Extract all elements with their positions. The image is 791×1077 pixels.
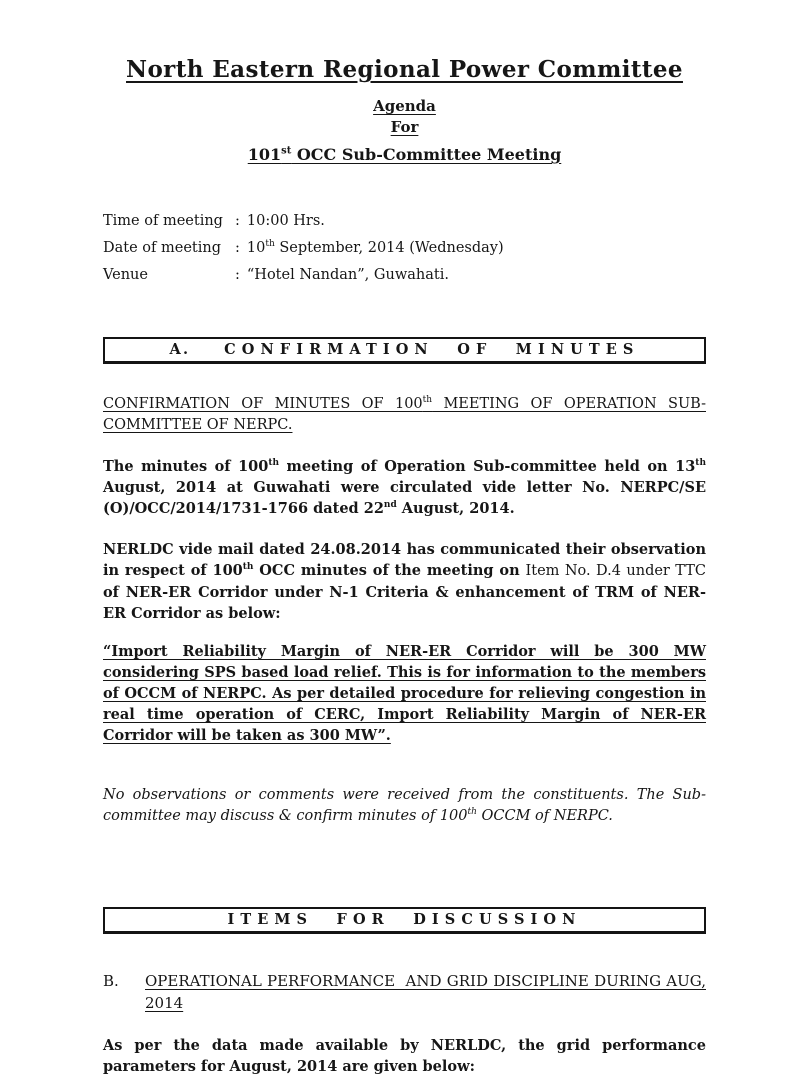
meeting-info-row-venue [103, 262, 706, 289]
meeting-info-row-time [103, 208, 706, 235]
item-b-heading-text: OPERATIONAL PERFORMANCE AND GRID DISCIPLINE DURING AUG, 2014 [145, 972, 706, 1012]
para-minutes-circulated: The minutes of 100th meeting of Operation Sub-committee held on 13th August, 2014 at Guwahati were circulated vide letter No. NERPC/SE (O)/OCC/2014/1731-1766 dated 22nd August, 2014. [103, 458, 706, 517]
meeting-venue-colon: : [235, 267, 240, 283]
agenda-heading: Agenda [373, 97, 436, 115]
meeting-date-colon: : [235, 240, 240, 256]
section-a-subject-heading: CONFIRMATION OF MINUTES OF 100th MEETING OF OPERATION SUB-COMMITTEE OF NERPC. [103, 395, 706, 433]
item-b-heading [103, 970, 706, 1014]
para-grid-performance-intro: As per the data made available by NERLDC, the grid performance parameters for August, 2014 are given below: [103, 1037, 706, 1075]
meeting-venue-value: “Hotel Nandan”, Guwahati. [246, 267, 449, 283]
para-import-reliability-quote: “Import Reliability Margin of NER-ER Corridor will be 300 MW considering SPS based load relief. This is for information to the members of OCCM of NERPC. As per detailed procedure for relieving congestion in real time operation of CERC, Import Reliability Margin of NER-ER Corridor will be taken as 300 MW”. [103, 643, 706, 744]
meeting-number-title: 101st OCC Sub-Committee Meeting [247, 145, 562, 164]
meeting-time-colon: : [235, 213, 240, 229]
page-title: North Eastern Regional Power Committee [126, 56, 683, 83]
meeting-info [103, 208, 706, 289]
section-a-box-title: CONFIRMATION OF MINUTES [224, 341, 640, 358]
item-b-label: B. [103, 972, 119, 990]
items-for-discussion-title: ITEMS FOR DISCUSSION [227, 911, 582, 928]
for-heading: For [390, 118, 419, 136]
section-a-label: A. [169, 341, 191, 358]
meeting-time-label: Time of meeting [103, 213, 223, 229]
meeting-venue-label: Venue [103, 267, 148, 283]
items-for-discussion-header-box [103, 907, 706, 934]
para-nerldc-observation: NERLDC vide mail dated 24.08.2014 has communicated their observation in respect of 100th OCC minutes of the meeting on Item No. D.4 under TTC of NER-ER Corridor under N-1 Criteria & enhancement of TRM of NER-ER Corridor as below: [103, 541, 707, 622]
para-no-observations: No observations or comments were received from the constituents. The Sub-committee may discuss & confirm minutes of 100th OCCM of NERPC. [103, 787, 706, 824]
meeting-info-row-date [103, 235, 706, 262]
section-a-header-box [103, 337, 706, 364]
meeting-date-label: Date of meeting [103, 240, 221, 256]
meeting-time-value: 10:00 Hrs. [246, 213, 325, 229]
meeting-date-value: 10th September, 2014 (Wednesday) [246, 239, 504, 256]
